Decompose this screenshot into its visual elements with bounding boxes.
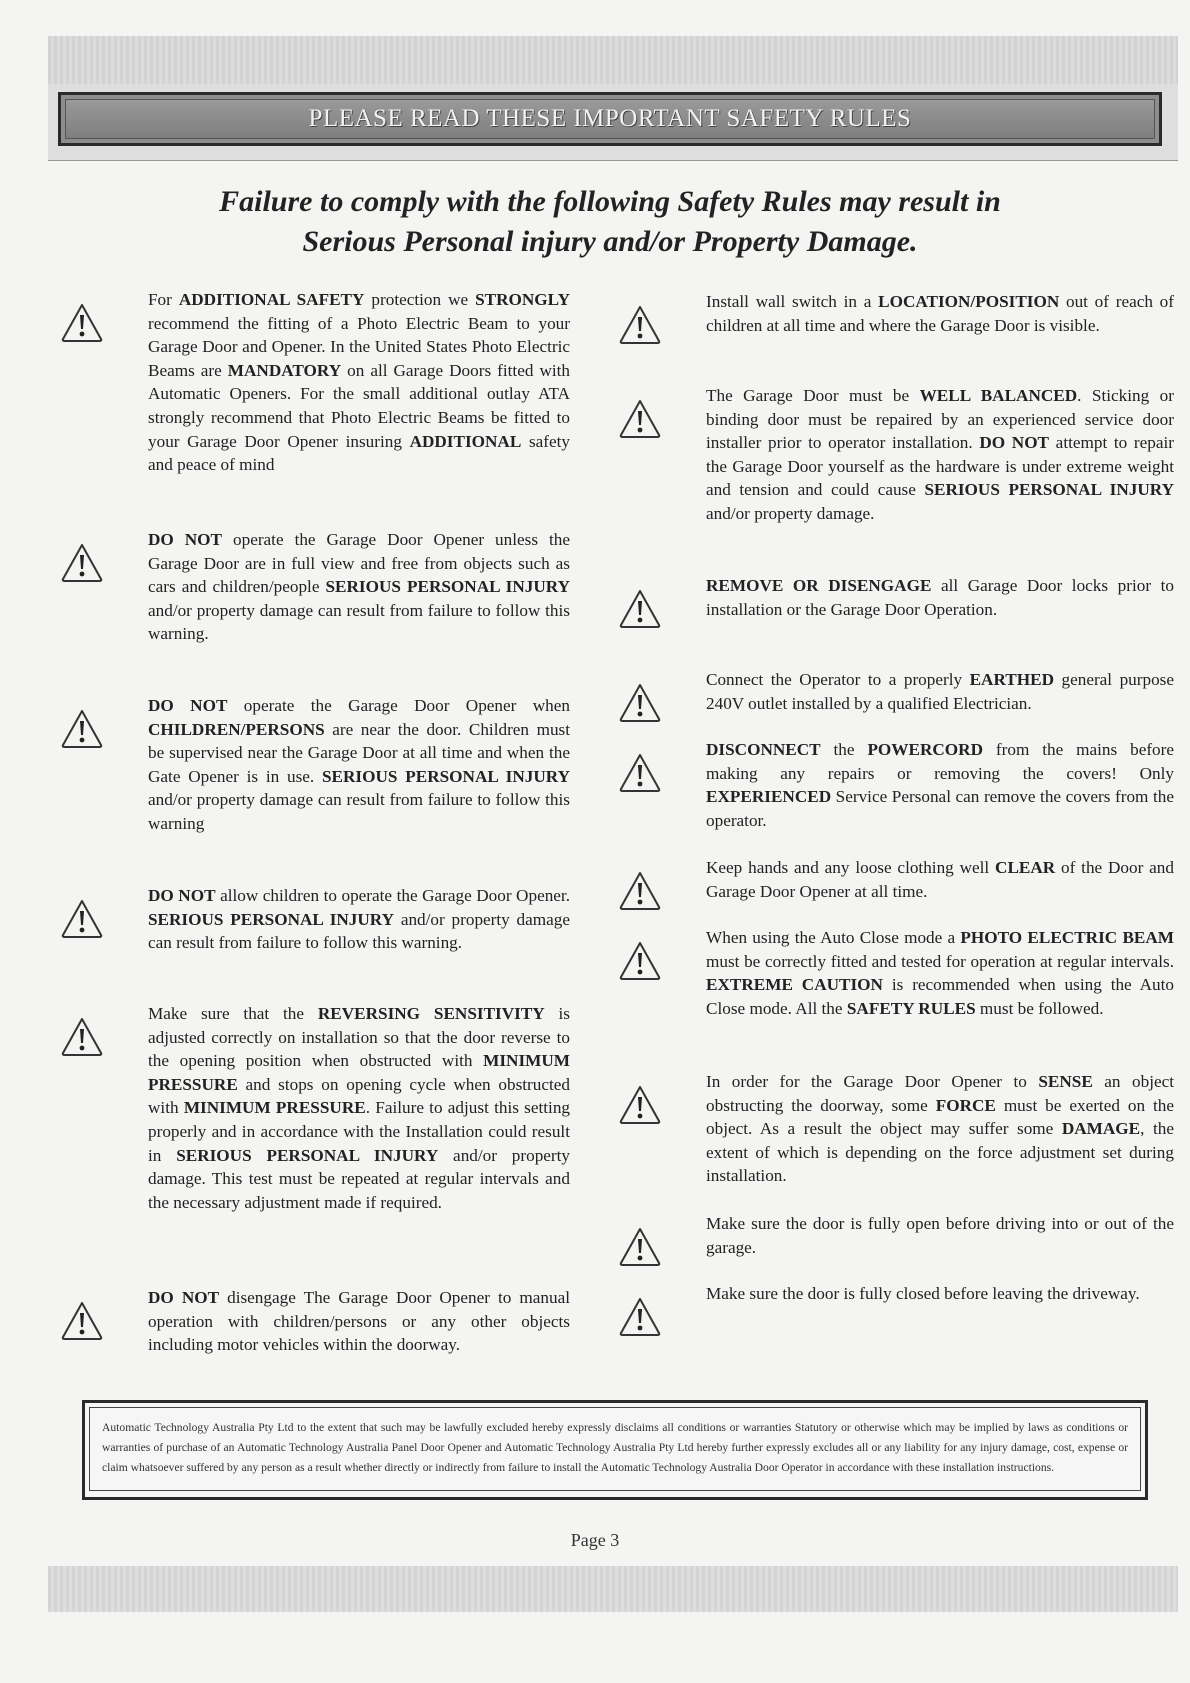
safety-rule: [618, 1212, 1174, 1268]
warning-triangle-icon: [618, 668, 678, 724]
rule-text: When using the Auto Close mode a PHOTO ELECTRIC BEAM must be correctly fitted and tested for operation at regular intervals. EXTREME CAUTION is recommended when using the Auto Close mode. All the SAFETY RULES must be followed.: [706, 928, 1175, 1018]
disclaimer-text: Automatic Technology Australia Pty Ltd to the extent that such may be lawfully excluded hereby expressly disclaims all conditions or warranties Statutory or otherwise which may be implied by laws as conditions or warranties of purchase of an Automatic Technology Australia Panel Door Opener and Automatic Technology Australia Pty Ltd hereby further expressly excludes all or any liability for any injury damage, cost, expense or claim whatsoever suffered by any person as a result whether directly or indirectly from failure to install the Automatic Technology Australia Door Operator in accordance with these installation instructions.: [89, 1407, 1141, 1491]
safety-rule: [60, 1002, 570, 1214]
subtitle-line-2: Serious Personal injury and/or Property Damage.: [302, 225, 918, 258]
safety-rule: [618, 574, 1174, 630]
safety-rule: [618, 290, 1174, 346]
safety-rule: [618, 738, 1174, 832]
warning-triangle-icon: [60, 528, 120, 646]
warning-triangle-icon: [60, 1286, 120, 1357]
safety-rule: [618, 1070, 1174, 1188]
safety-rule: [618, 856, 1174, 912]
warning-triangle-icon: [618, 290, 678, 346]
warning-triangle-icon: [618, 926, 678, 1020]
safety-rule: [60, 694, 570, 836]
warning-triangle-icon: [60, 288, 120, 477]
safety-rule: [618, 1282, 1174, 1338]
rule-text: DO NOT disengage The Garage Door Opener to manual operation with children/persons or any other objects including motor vehicles within the doorway.: [148, 1288, 570, 1355]
warning-triangle-icon: [618, 1212, 678, 1268]
header-title: PLEASE READ THESE IMPORTANT SAFETY RULES: [308, 105, 912, 132]
rule-text: Make sure the door is fully open before driving into or out of the garage.: [706, 1214, 1174, 1257]
rule-text: DO NOT operate the Garage Door Opener when CHILDREN/PERSONS are near the door. Children must be supervised near the Garage Door at all time and when the Gate Opener is in use. SERIOUS PERSONAL INJURY and/or property damage can result from failure to follow this warning: [148, 696, 570, 833]
rule-text: Install wall switch in a LOCATION/POSITION out of reach of children at all time and where the Garage Door is visible.: [706, 292, 1174, 335]
header-area: [48, 84, 1178, 161]
rule-text: Make sure the door is fully closed before leaving the driveway.: [706, 1284, 1140, 1303]
warning-triangle-icon: [60, 694, 120, 836]
safety-rule: [618, 384, 1174, 526]
warning-subtitle: [80, 182, 1140, 262]
warning-triangle-icon: [618, 1282, 678, 1338]
subtitle-line-1: Failure to comply with the following Safety Rules may result in: [219, 185, 1001, 218]
header-box: [58, 92, 1162, 146]
header-inner: [65, 99, 1155, 139]
warning-triangle-icon: [618, 856, 678, 912]
warning-triangle-icon: [618, 738, 678, 832]
safety-rule: [60, 528, 570, 646]
top-decorative-band: [48, 36, 1178, 84]
safety-rule: [60, 884, 570, 955]
warning-triangle-icon: [618, 574, 678, 630]
warning-triangle-icon: [60, 884, 120, 955]
rule-text: For ADDITIONAL SAFETY protection we STRONGLY recommend the fitting of a Photo Electric Beam to your Garage Door and Opener. In the United States Photo Electric Beams are MANDATORY on all Garage Doors fitted with Automatic Openers. For the small additional outlay ATA strongly recommend that Photo Electric Beams be fitted to your Garage Door Opener insuring ADDITIONAL safety and peace of mind: [148, 290, 570, 475]
rule-text: Make sure that the REVERSING SENSITIVITY is adjusted correctly on installation so that the door reverse to the opening position when obstructed with MINIMUM PRESSURE and stops on opening cycle when obstructed with MINIMUM PRESSURE. Failure to adjust this setting properly and in accordance with the Installation could result in SERIOUS PERSONAL INJURY and/or property damage. This test must be repeated at regular intervals and the necessary adjustment made if required.: [148, 1004, 571, 1212]
rule-text: DO NOT allow children to operate the Garage Door Opener. SERIOUS PERSONAL INJURY and/or property damage can result from failure to follow this warning.: [148, 886, 570, 953]
bottom-decorative-band: [48, 1566, 1178, 1612]
safety-rule: [60, 1286, 570, 1357]
rule-text: DISCONNECT the POWERCORD from the mains before making any repairs or removing the covers! Only EXPERIENCED Service Personal can remove the covers from the operator.: [706, 740, 1174, 830]
page-number: Page 3: [570, 1530, 620, 1550]
rule-text: REMOVE OR DISENGAGE all Garage Door locks prior to installation or the Garage Door Operation.: [706, 576, 1174, 619]
rule-text: In order for the Garage Door Opener to SENSE an object obstructing the doorway, some FORCE must be exerted on the object. As a result the object may suffer some DAMAGE, the extent of which is depending on the force adjustment set during installation.: [706, 1072, 1175, 1186]
safety-rule: [60, 288, 570, 477]
rule-text: The Garage Door must be WELL BALANCED. Sticking or binding door must be repaired by an experienced service door installer prior to operator installation. DO NOT attempt to repair the Garage Door yourself as the hardware is under extreme weight and tension and could cause SERIOUS PERSONAL INJURY and/or property damage.: [706, 386, 1174, 523]
rule-text: Connect the Operator to a properly EARTHED general purpose 240V outlet installed by a qualified Electrician.: [706, 670, 1174, 713]
safety-rule: [618, 668, 1174, 724]
warning-triangle-icon: [618, 384, 678, 526]
warning-triangle-icon: [618, 1070, 678, 1188]
rule-text: DO NOT operate the Garage Door Opener unless the Garage Door are in full view and free from objects such as cars and children/people SERIOUS PERSONAL INJURY and/or property damage can result from failure to follow this warning.: [148, 530, 571, 644]
disclaimer-box: [82, 1400, 1148, 1500]
safety-rule: [618, 926, 1174, 1020]
warning-triangle-icon: [60, 1002, 120, 1214]
rule-text: Keep hands and any loose clothing well CLEAR of the Door and Garage Door Opener at all time.: [706, 858, 1174, 901]
